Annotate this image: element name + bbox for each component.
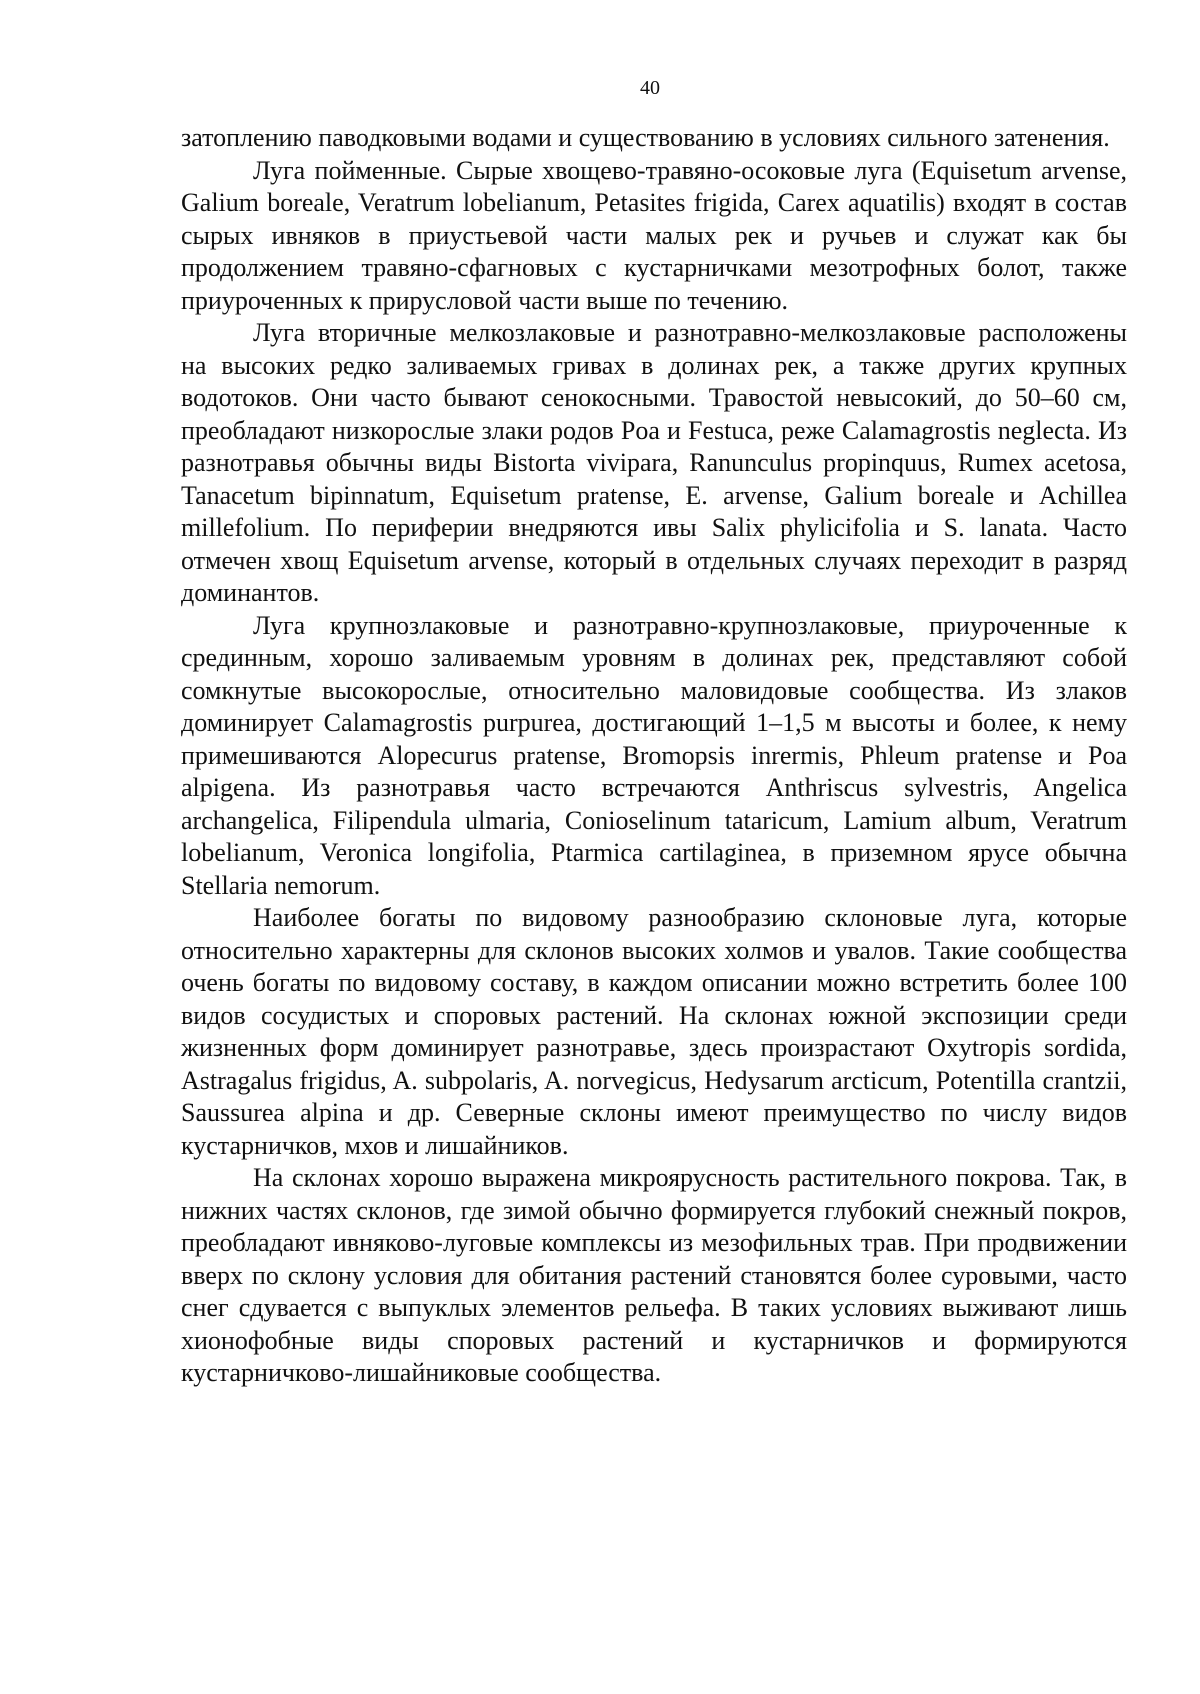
paragraph-slope-meadows: Наиболее богаты по видовому разнообразию склоновые луга, которые относительно характерны для склонов высоких холмов и увалов. Такие сообщества очень богаты по видовому составу, в каждом описании можно встретить более 100 видов сосудистых и споровых растений. На склонах южной экспозиции среди жизненных форм доминирует разнотравье, здесь произрастают Oxytropis sordida, Astragalus frigidus, A. subpolaris, A. norvegicus, Hedysarum arcticum, Potentilla crantzii, Saussurea alpina и др. Северные склоны имеют преимущество по числу видов кустарничков, мхов и лишайников. bbox=[181, 903, 1127, 1160]
paragraph-secondary-small-grass-meadows: Луга вторичные мелкозлаковые и разнотравно-мелкозлаковые расположены на высоких редко заливаемых гривах в долинах рек, а также других крупных водотоков. Они часто бывают сенокосными. Травостой невысокий, до 50–60 см, преобладают низкорослые злаки родов Poa и Festuca, реже Calamagrostis neglecta. Из разнотравья обычны виды Bistorta vivipara, Ranunculus propinquus, Rumex acetosa, Tanacetum bipinnatum, Equisetum pratense, E. arvense, Galium boreale и Achillea millefolium. По периферии внедряются ивы Salix phylicifolia и S. lanata. Часто отмечен хвощ Equisetum arvense, который в отдельных случаях переходит в разряд доминантов. bbox=[181, 318, 1127, 607]
paragraph-floodplain-meadows: Луга пойменные. Сырые хвощево-травяно-осоковые луга (Equisetum arvense, Galium boreale, Veratrum lobelianum, Petasites frigida, Carex aquatilis) входят в состав сырых ивняков в приустьевой части малых рек и ручьев и служат как бы продолжением травяно-сфагновых с кустарничками мезотрофных болот, также приуроченных к прирусловой части выше по течению. bbox=[181, 155, 1127, 315]
body-text bbox=[181, 122, 1127, 1390]
paragraph-continuation: затоплению паводковыми водами и существованию в условиях сильного затенения. bbox=[181, 123, 1110, 152]
page-number: 40 bbox=[640, 77, 660, 99]
paragraph-large-grass-meadows: Луга крупнозлаковые и разнотравно-крупнозлаковые, приуроченные к срединным, хорошо заливаемым уровням в долинах рек, представляют собой сомкнутые высокорослые, относительно маловидовые сообщества. Из злаков доминирует Calamagrostis purpurea, достигающий 1–1,5 м высоты и более, к нему примешиваются Alopecurus pratense, Bromopsis inrermis, Phleum pratense и Poa alpigena. Из разнотравья часто встречаются Anthriscus sylvestris, Angelica archangelica, Filipendula ulmaria, Conioselinum tataricum, Lamium album, Veratrum lobelianum, Veronica longifolia, Ptarmica cartilaginea, в приземном ярусе обычна Stellaria nemorum. bbox=[181, 610, 1127, 900]
paragraph-microlayering: На склонах хорошо выражена микроярусность растительного покрова. Так, в нижних частях склонов, где зимой обычно формируется глубокий снежный покров, преобладают ивняково-луговые комплексы из мезофильных трав. При продвижении вверх по склону условия для обитания растений становятся более суровыми, часто снег сдувается с выпуклых элементов рельефа. В таких условиях выживают лишь хионофобные виды споровых растений и кустарничков и формируются кустарничково-лишайниковые сообщества. bbox=[181, 1163, 1127, 1387]
